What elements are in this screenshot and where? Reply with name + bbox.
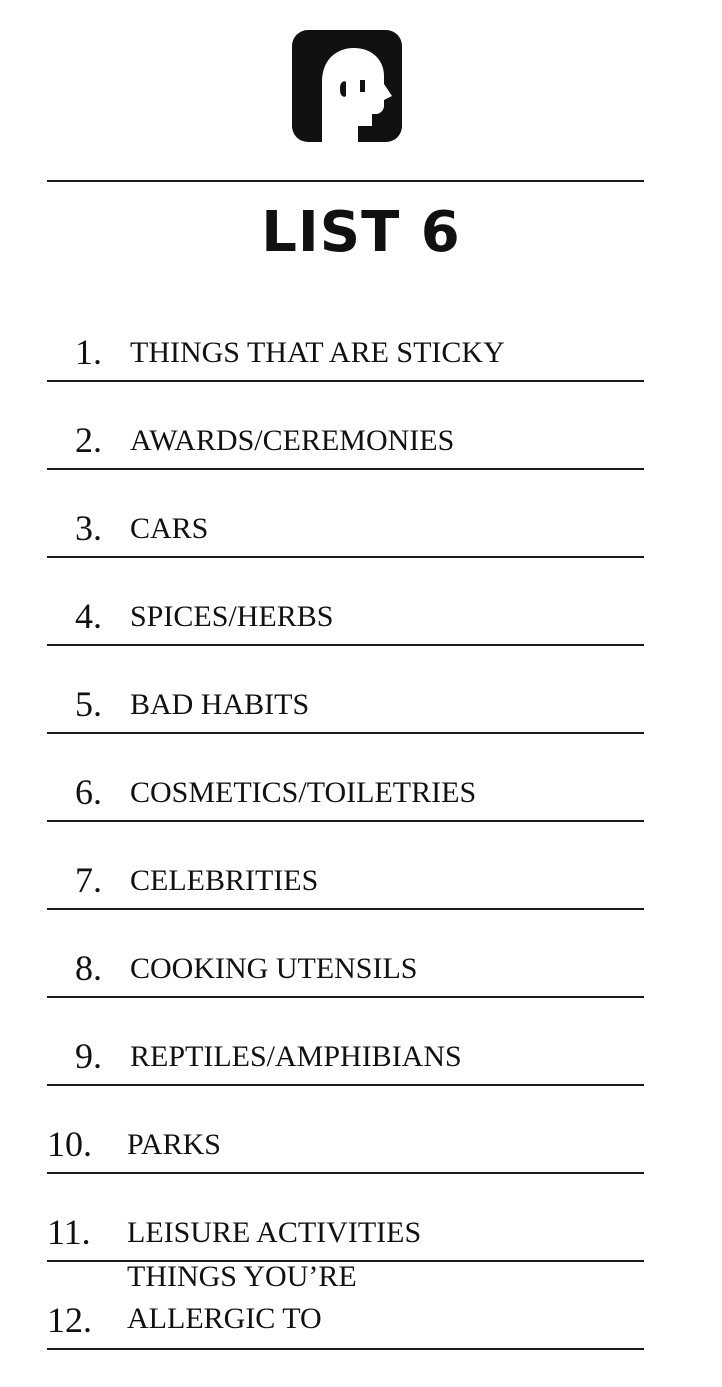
list-item: [47, 382, 644, 470]
item-label: REPTILES/AMPHIBIANS: [130, 1040, 462, 1073]
item-number: 5.: [75, 684, 102, 724]
item-number: 9.: [75, 1036, 102, 1076]
item-number: 4.: [75, 596, 102, 636]
item-number: 2.: [75, 420, 102, 460]
profile-head-icon: [292, 30, 402, 142]
item-label: CARS: [130, 512, 209, 545]
item-label-line1: THINGS YOU’RE: [127, 1260, 357, 1293]
item-number: 7.: [75, 860, 102, 900]
item-label: PARKS: [127, 1128, 221, 1161]
list-item: [47, 470, 644, 558]
item-label: THINGS THAT ARE STICKY: [130, 336, 505, 369]
list-item: [47, 822, 644, 910]
item-label-line2: ALLERGIC TO: [127, 1302, 322, 1335]
item-number: 12.: [47, 1300, 92, 1340]
item-label: AWARDS/CEREMONIES: [130, 424, 455, 457]
item-label: BAD HABITS: [130, 688, 310, 721]
list-item: [47, 294, 644, 382]
item-label: [127, 1256, 357, 1340]
list-item: [47, 1086, 644, 1174]
list-item: [47, 1174, 644, 1262]
page-title: LIST 6: [261, 200, 461, 265]
category-list: [47, 294, 644, 1350]
header-rule: [47, 180, 644, 182]
item-number: 1.: [75, 332, 102, 372]
item-number: 11.: [47, 1212, 91, 1252]
item-label: COSMETICS/TOILETRIES: [130, 776, 477, 809]
item-label: LEISURE ACTIVITIES: [127, 1216, 422, 1249]
list-item: [47, 646, 644, 734]
item-label: SPICES/HERBS: [130, 600, 334, 633]
item-number: 8.: [75, 948, 102, 988]
list-item: [47, 910, 644, 998]
list-item: [47, 998, 644, 1086]
item-number: 3.: [75, 508, 102, 548]
list-item: [47, 1262, 644, 1350]
item-label: COOKING UTENSILS: [130, 952, 418, 985]
list-item: [47, 734, 644, 822]
item-label: CELEBRITIES: [130, 864, 319, 897]
list-item: [47, 558, 644, 646]
item-number: 10.: [47, 1124, 92, 1164]
item-number: 6.: [75, 772, 102, 812]
